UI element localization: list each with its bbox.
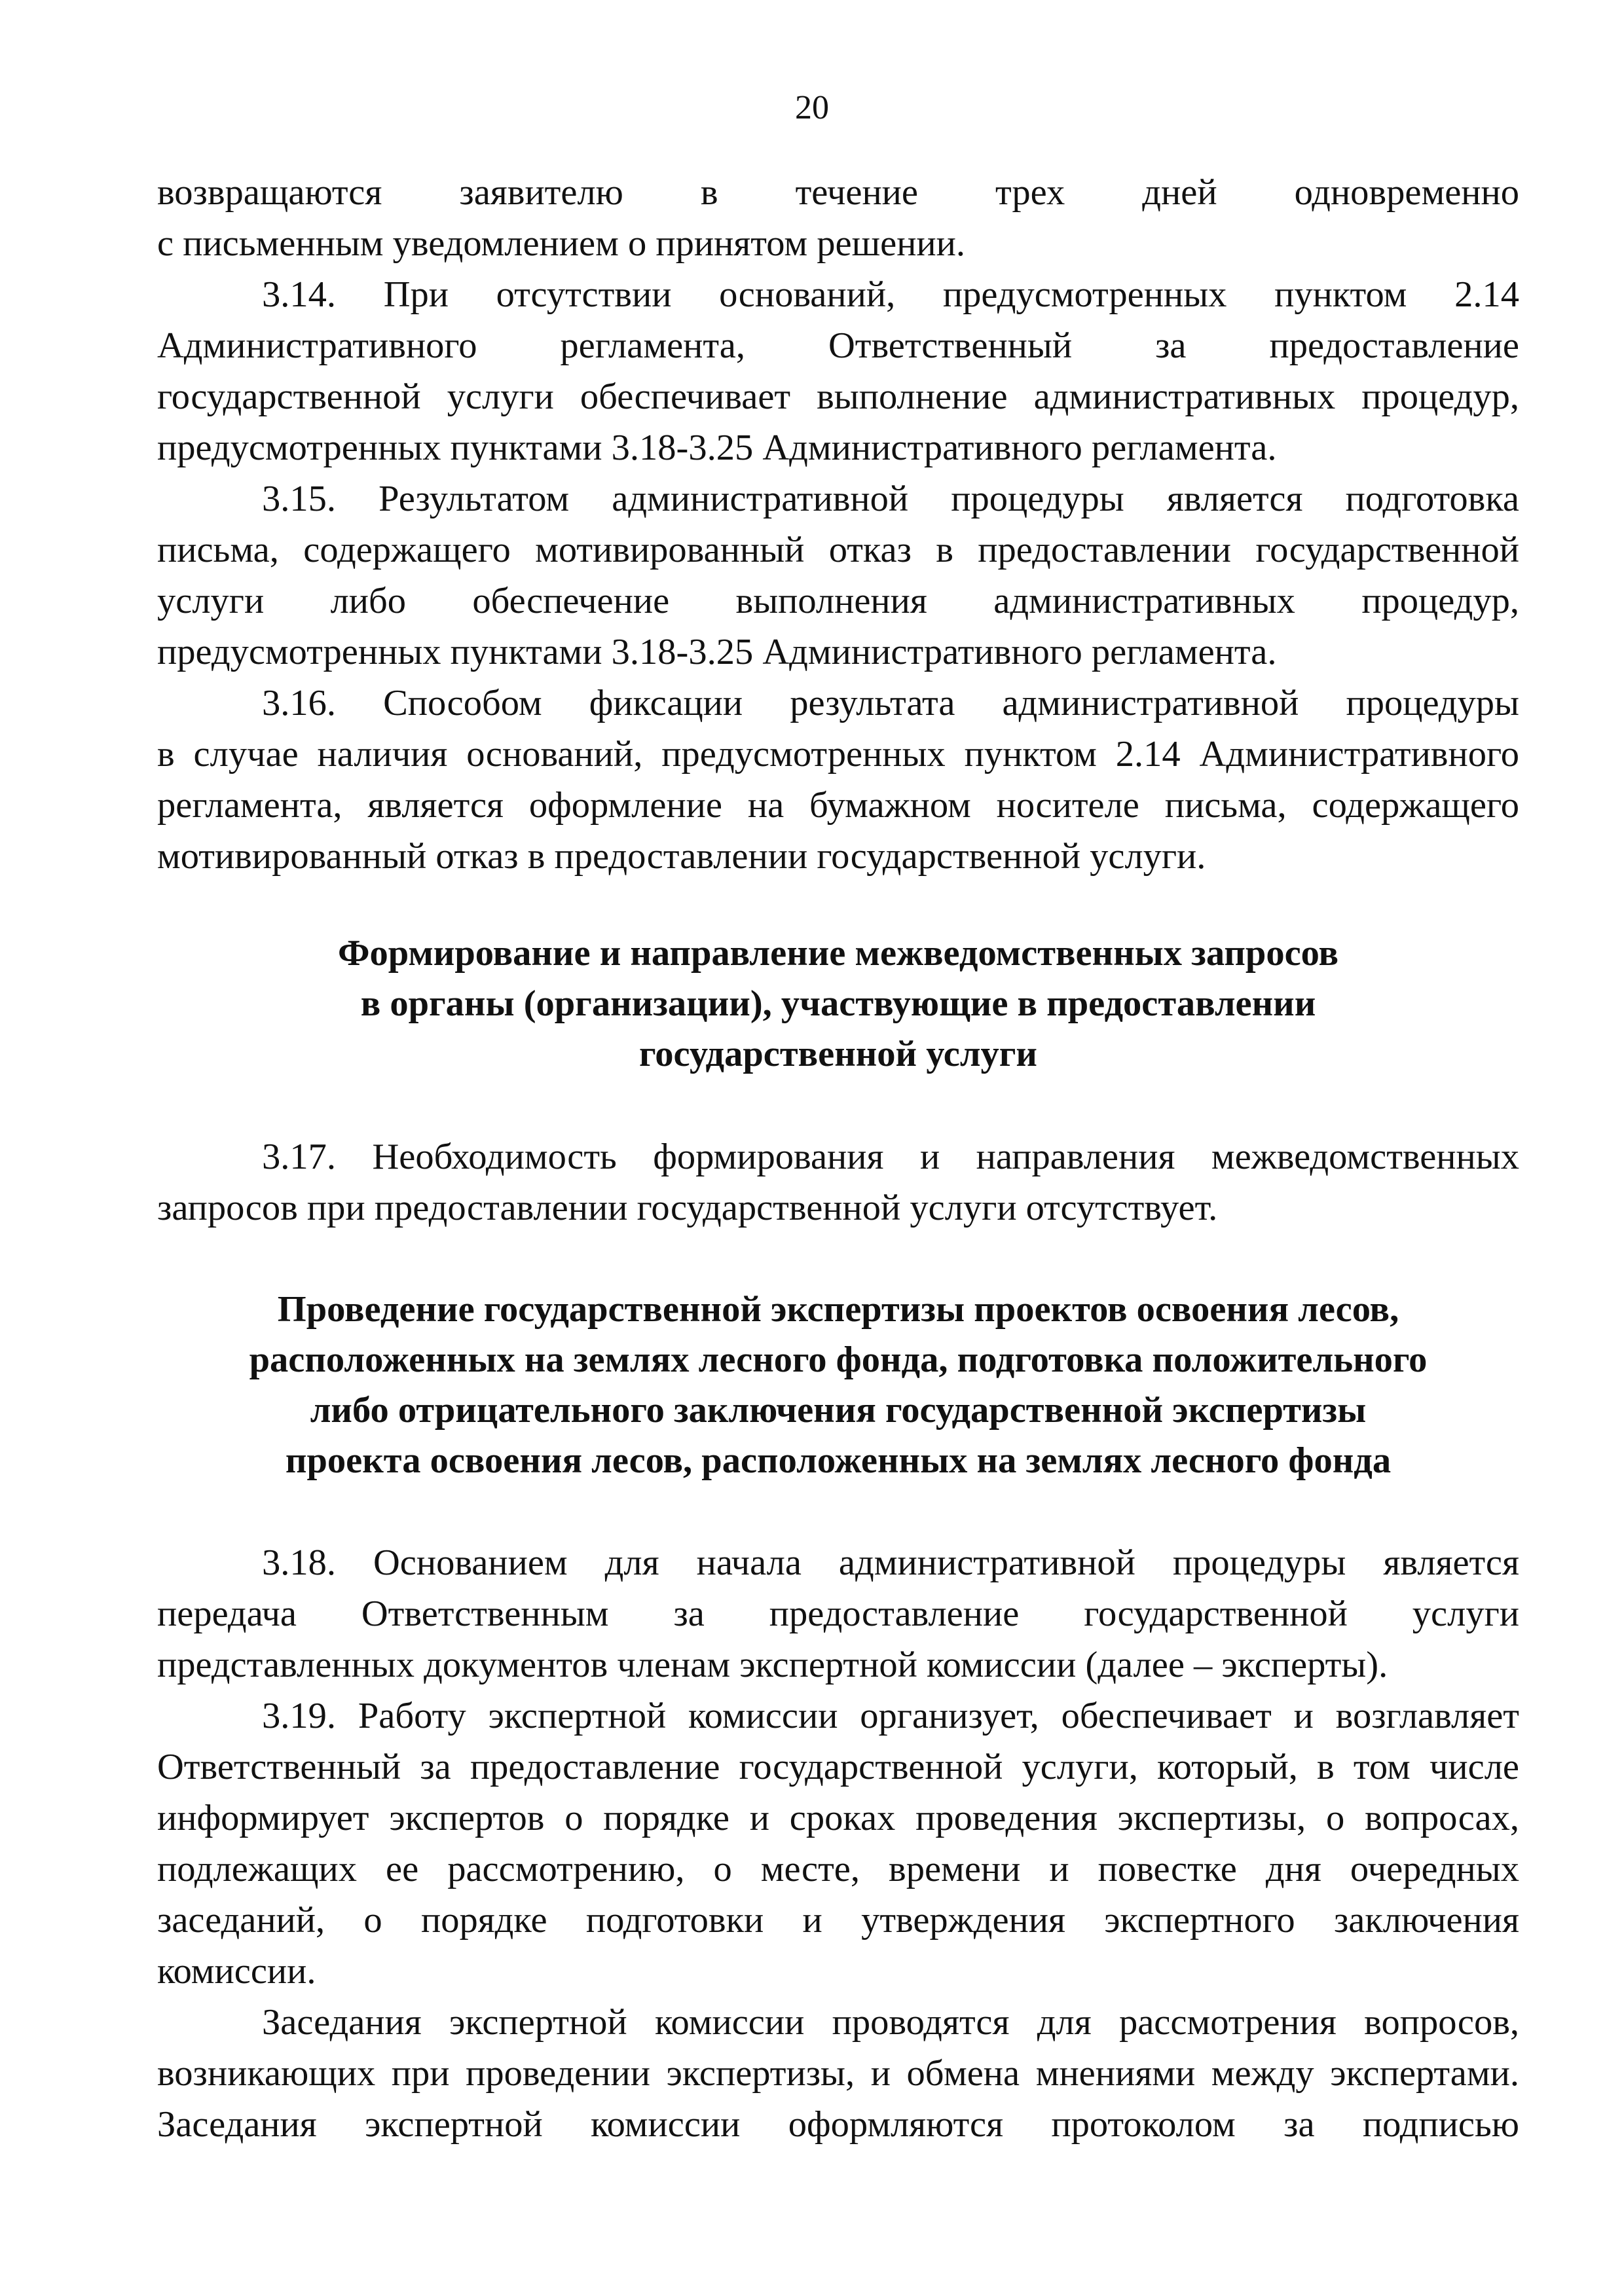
heading-line: проекта освоения лесов, расположенных на землях лесного фонда <box>285 1440 1392 1481</box>
heading-line: Формирование и направление межведомственных запросов <box>337 933 1339 974</box>
text-line: запросов при предоставлении государственной услуги отсутствует. <box>157 1188 1218 1228</box>
text-line: 3.14. При отсутствии оснований, предусмотренных пунктом 2.14 <box>262 274 1519 315</box>
section-heading-interagency-requests <box>157 928 1519 1080</box>
text-line: предусмотренных пунктами 3.18-3.25 Административного регламента. <box>157 428 1277 468</box>
heading-line: государственной услуги <box>639 1034 1037 1074</box>
text-line: 3.19. Работу экспертной комиссии организует, обеспечивает и возглавляет <box>262 1696 1519 1736</box>
text-line: заседаний, о порядке подготовки и утверждения экспертного заключения <box>157 1900 1519 1941</box>
text-line: 3.16. Способом фиксации результата административной процедуры <box>262 683 1519 723</box>
text-line: Заседания экспертной комиссии проводятся для рассмотрения вопросов, <box>262 2002 1519 2043</box>
paragraph-3-17 <box>157 1131 1519 1233</box>
text-line: письма, содержащего мотивированный отказ в предоставлении государственной <box>157 530 1519 570</box>
heading-line: в органы (организации), участвующие в предоставлении <box>360 983 1316 1024</box>
text-line: комиссии. <box>157 1951 316 1992</box>
text-line: 3.18. Основанием для начала административной процедуры является <box>262 1542 1519 1583</box>
text-line: регламента, является оформление на бумажном носителе письма, содержащего <box>157 785 1519 826</box>
page-number: 20 <box>795 89 829 126</box>
heading-line: либо отрицательного заключения государственной экспертизы <box>310 1390 1367 1430</box>
text-line: услуги либо обеспечение выполнения административных процедур, <box>157 581 1519 621</box>
text-line: государственной услуги обеспечивает выполнение административных процедур, <box>157 376 1519 417</box>
text-line: с письменным уведомлением о принятом решении. <box>157 223 966 264</box>
text-line: возвращаются заявителю в течение трех дней одновременно <box>157 172 1519 213</box>
heading-line: расположенных на землях лесного фонда, подготовка положительного <box>249 1339 1428 1380</box>
text-line: представленных документов членам экспертной комиссии (далее – эксперты). <box>157 1645 1388 1685</box>
paragraphs-3-13-to-3-16 <box>157 167 1519 882</box>
text-line: 3.15. Результатом административной процедуры является подготовка <box>262 479 1519 519</box>
text-line: мотивированный отказ в предоставлении государственной услуги. <box>157 836 1206 877</box>
text-line: возникающих при проведении экспертизы, и обмена мнениями между экспертами. <box>157 2053 1519 2094</box>
text-line: в случае наличия оснований, предусмотренных пунктом 2.14 Административного <box>157 734 1519 774</box>
text-line: предусмотренных пунктами 3.18-3.25 Административного регламента. <box>157 632 1277 672</box>
text-line: Заседания экспертной комиссии оформляются протоколом за подписью <box>157 2104 1519 2145</box>
text-line: передача Ответственным за предоставление государственной услуги <box>157 1594 1519 1634</box>
section-heading-state-expertise <box>157 1285 1519 1486</box>
text-line: 3.17. Необходимость формирования и направления межведомственных <box>262 1137 1519 1177</box>
paragraphs-3-18-to-3-19 <box>157 1537 1519 2150</box>
heading-line: Проведение государственной экспертизы проектов освоения лесов, <box>277 1289 1399 1330</box>
text-line: информирует экспертов о порядке и сроках проведения экспертизы, о вопросах, <box>157 1798 1519 1838</box>
text-line: подлежащих ее рассмотрению, о месте, времени и повестке дня очередных <box>157 1849 1519 1889</box>
text-line: Ответственный за предоставление государственной услуги, который, в том числе <box>157 1747 1519 1787</box>
text-line: Административного регламента, Ответственный за предоставление <box>157 325 1519 366</box>
